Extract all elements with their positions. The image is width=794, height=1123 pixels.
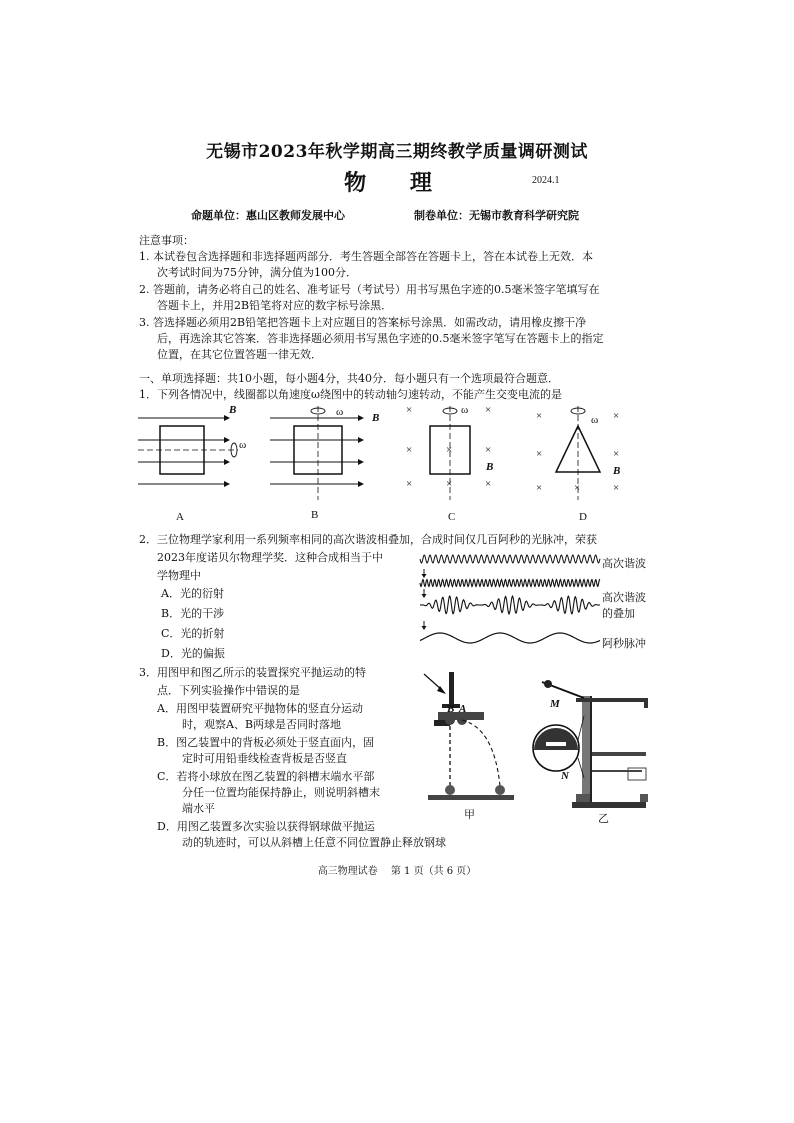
q1c-cross: × [446,478,453,490]
q2-stem-1: 2．三位物理学家利用一系列频率相同的高次谐波相叠加，合成时间仅几百阿秒的光脉冲，荣获 [139,533,597,546]
notice-line-6: 后，再选涂其它答案．答非选择题必须用书写黑色字迹的0.5毫米签字笔写在答题卡上的指定 [157,332,604,345]
q1c-cross: × [485,404,492,416]
q2-option-c: C．光的折射 [161,627,225,640]
q3-option-a-2: 时，观察A、B两球是否同时落地 [182,718,342,731]
q1d-cross: × [613,410,620,422]
q2-wave-label-superposition-2: 的叠加 [602,607,635,620]
page-footer: 高三物理试卷 第 1 页（共 6 页） [317,866,477,877]
q2-stem-2: 2023年度诺贝尔物理学奖．这种合成相当于中 [157,551,383,564]
notice-line-7: 位置，在其它位置答题一律无效． [157,348,322,361]
q3-label-a: A [459,703,467,715]
q1d-cross: × [574,482,581,494]
q1d-b-label: B [613,465,621,477]
q1-label-b: B [311,509,319,521]
exam-title: 无锡市2023年秋学期高三期终教学质量调研测试 [206,142,588,162]
notice-line-3: 2. 答题前，请务必将自己的姓名、准考证号（考试号）用书写黑色字迹的0.5毫米签字笔填写在 [139,283,600,296]
q3-option-d-1: D．用图乙装置多次实验以获得钢球做平抛运 [157,820,375,833]
q2-option-d: D．光的偏振 [161,647,225,660]
q1-stem: 1．下列各情况中，线圈都以角速度ω绕图中的转动轴匀速转动，不能产生交变电流的是 [139,388,562,401]
q1d-cross: × [536,482,543,494]
q2-wave-figure [420,553,602,653]
unit-right: 制卷单位：无锡市教育科学研究院 [414,209,579,222]
q3-line-1: 3．用图甲和图乙所示的装置探究平抛运动的特 [139,666,366,679]
exam-date: 2024.1 [532,175,560,186]
q3-option-c-2: 分任一位置均能保持静止，则说明斜槽末 [182,786,380,799]
q3-figure-jia-label: 甲 [464,808,475,821]
q1c-cross: × [406,444,413,456]
q1d-cross: × [536,410,543,422]
notice-line-1: 1. 本试卷包含选择题和非选择题两部分．考生答题全部答在答题卡上，答在本试卷上无效．本 [139,250,593,263]
section-heading: 一、单项选择题：共10小题，每小题4分，共40分．每小题只有一个选项最符合题意． [139,372,559,385]
notice-line-5: 3. 答选择题必须用2B铅笔把答题卡上对应题目的答案标号涂黑．如需改动，请用橡皮擦干净 [139,316,587,329]
subject-title: 物 理 [344,170,450,196]
q3-option-b-2: 定时可用铅垂线检查背板是否竖直 [182,752,347,765]
notice-line-2: 次考试时间为75分钟，满分值为100分． [157,266,357,279]
q3-option-b-1: B．图乙装置中的背板必须处于竖直面内，固 [157,736,375,749]
q2-wave-label-attosecond: 阿秒脉冲 [602,637,646,650]
q1c-cross: × [406,478,413,490]
q1-label-a: A [176,511,184,523]
q1d-omega: ω [591,414,599,426]
q1d-cross: × [536,448,543,460]
q3-label-m: M [550,698,560,710]
unit-left: 命题单位：惠山区教师发展中心 [191,209,345,222]
q2-option-b: B．光的干涉 [161,607,225,620]
q2-wave-label-harmonics: 高次谐波 [602,557,646,570]
q1c-cross: × [406,404,413,416]
q1a-b-label: B [229,404,237,416]
q1d-cross: × [613,448,620,460]
q3-figure-jia [420,668,520,818]
q3-line-2: 点．下列实验操作中错误的是 [157,684,300,697]
q1-label-d: D [579,511,587,523]
q1-figure-d [530,402,635,502]
q1c-cross: × [446,444,453,456]
q3-label-n: N [561,770,569,782]
q1c-cross: × [485,444,492,456]
q3-figure-yi-label: 乙 [598,812,609,825]
q3-option-d-2: 动的轨迹时，可以从斜槽上任意不同位置静止释放钢球 [182,836,446,849]
q1c-b-label: B [486,461,494,473]
q3-option-c-1: C．若将小球放在图乙装置的斜槽末端水平部 [157,770,375,783]
q1c-omega: ω [461,404,469,416]
q1a-omega: ω [239,439,247,451]
q1-figure-a [138,402,258,502]
q3-option-c-3: 端水平 [182,802,215,815]
notice-line-4: 答题卡上，并用2B铅笔将对应的数字标号涂黑． [157,299,393,312]
q3-figure-yi [528,676,658,816]
q2-option-a: A．光的衍射 [161,587,224,600]
q3-option-a-1: A．用图甲装置研究平抛物体的竖直分运动 [157,702,363,715]
q1b-omega: ω [336,406,344,418]
q3-label-b: B [447,703,455,715]
q1-label-c: C [448,511,456,523]
q1b-b-label: B [372,412,380,424]
q1d-cross: × [613,482,620,494]
q2-stem-3: 学物理中 [157,569,201,582]
notice-heading: 注意事项： [139,234,194,247]
q1c-cross: × [485,478,492,490]
q1-figure-b [270,402,380,502]
q2-wave-label-superposition-1: 高次谐波 [602,591,646,604]
